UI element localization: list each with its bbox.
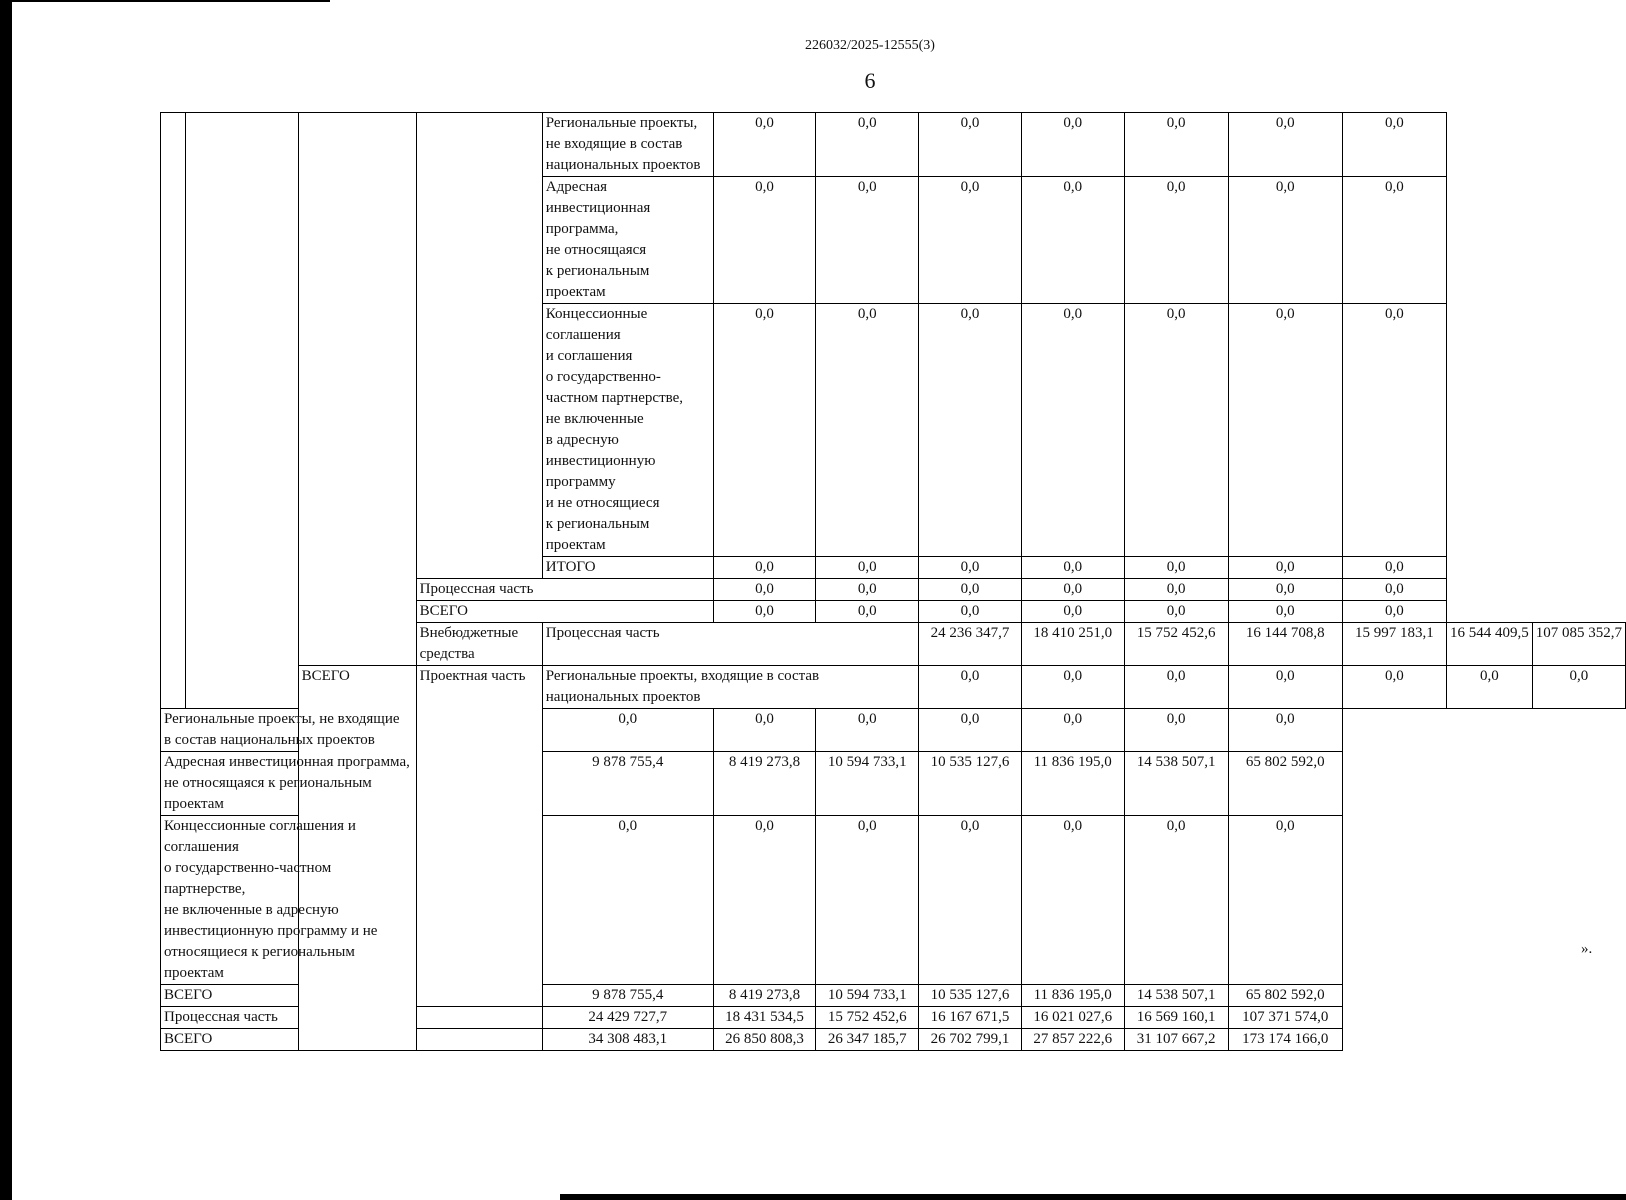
- value-cell: 0,0: [919, 304, 1022, 557]
- value-cell: 0,0: [1124, 709, 1228, 752]
- row-label: Региональные проекты, входящие в состав национальных проектов: [542, 666, 918, 709]
- value-cell: 0,0: [1021, 666, 1124, 709]
- value-cell: 0,0: [1532, 666, 1625, 709]
- value-cell: 15 752 452,6: [816, 1007, 919, 1029]
- value-cell: 0,0: [1342, 601, 1446, 623]
- row-label: Адресная инвестиционная программа, не относящаяся к региональным проектам: [161, 752, 417, 816]
- table-row: [161, 666, 1626, 709]
- blank-cell: [416, 113, 542, 579]
- value-cell: 0,0: [919, 666, 1022, 709]
- value-cell: 0,0: [1342, 666, 1446, 709]
- row-label: Процессная часть: [542, 623, 918, 666]
- value-cell: 16 569 160,1: [1124, 1007, 1228, 1029]
- value-cell: 8 419 273,8: [713, 752, 816, 816]
- value-cell: 0,0: [1021, 113, 1124, 177]
- value-cell: 24 429 727,7: [542, 1007, 713, 1029]
- value-cell: 14 538 507,1: [1124, 752, 1228, 816]
- table-row: [161, 985, 1626, 1007]
- value-cell: 0,0: [1124, 557, 1228, 579]
- value-cell: 65 802 592,0: [1228, 752, 1342, 816]
- value-cell: 0,0: [816, 601, 919, 623]
- value-cell: 173 174 166,0: [1228, 1029, 1342, 1051]
- value-cell: 0,0: [1342, 177, 1446, 304]
- value-cell: 0,0: [1228, 601, 1342, 623]
- value-cell: 24 236 347,7: [919, 623, 1022, 666]
- value-cell: 0,0: [713, 557, 816, 579]
- value-cell: 0,0: [1228, 666, 1342, 709]
- row-label: Региональные проекты, не входящие в состав национальных проектов: [161, 709, 417, 752]
- scan-edge-top: [0, 0, 330, 2]
- value-cell: 0,0: [1228, 816, 1342, 985]
- value-cell: 0,0: [816, 709, 919, 752]
- value-cell: 26 347 185,7: [816, 1029, 919, 1051]
- value-cell: 0,0: [713, 177, 816, 304]
- value-cell: 0,0: [713, 601, 816, 623]
- value-cell: 10 594 733,1: [816, 985, 919, 1007]
- table-row: [161, 1007, 1626, 1029]
- value-cell: 11 836 195,0: [1021, 985, 1124, 1007]
- value-cell: 0,0: [542, 816, 713, 985]
- value-cell: 0,0: [1124, 601, 1228, 623]
- row-label: Концессионные соглашения и соглашения о государственно-частном партнерстве, не включенные в адресную инвестиционную программу и не относящиеся к региональным проектам: [161, 816, 417, 985]
- blank-cell: [186, 113, 298, 709]
- value-cell: 0,0: [713, 816, 816, 985]
- value-cell: 0,0: [1124, 113, 1228, 177]
- value-cell: 18 410 251,0: [1021, 623, 1124, 666]
- value-cell: 16 167 671,5: [919, 1007, 1022, 1029]
- blank-cell: [161, 113, 186, 709]
- value-cell: 0,0: [816, 113, 919, 177]
- value-cell: 0,0: [919, 557, 1022, 579]
- value-cell: 0,0: [1124, 177, 1228, 304]
- value-cell: 0,0: [816, 816, 919, 985]
- table-row: [161, 113, 1626, 177]
- value-cell: 0,0: [1228, 557, 1342, 579]
- value-cell: 27 857 222,6: [1021, 1029, 1124, 1051]
- value-cell: 9 878 755,4: [542, 985, 713, 1007]
- value-cell: 0,0: [1124, 666, 1228, 709]
- value-cell: 16 144 708,8: [1228, 623, 1342, 666]
- scan-edge-bottom: [560, 1194, 1626, 1200]
- value-cell: 0,0: [1021, 557, 1124, 579]
- value-cell: 16 544 409,5: [1447, 623, 1533, 666]
- value-cell: 0,0: [816, 557, 919, 579]
- value-cell: 0,0: [1021, 709, 1124, 752]
- value-cell: 0,0: [1021, 816, 1124, 985]
- value-cell: 0,0: [816, 177, 919, 304]
- row-label: ВСЕГО: [161, 985, 417, 1007]
- table-row: [161, 752, 1626, 816]
- row-label: Адресная инвестиционная программа, не относящаяся к региональным проектам: [542, 177, 713, 304]
- value-cell: 31 107 667,2: [1124, 1029, 1228, 1051]
- value-cell: 0,0: [1021, 177, 1124, 304]
- project-part-label: Проектная часть: [416, 666, 542, 1007]
- value-cell: 0,0: [1021, 304, 1124, 557]
- value-cell: 18 431 534,5: [713, 1007, 816, 1029]
- value-cell: 65 802 592,0: [1228, 985, 1342, 1007]
- value-cell: 15 752 452,6: [1124, 623, 1228, 666]
- row-label: Концессионные соглашения и соглашения о государственно- частном партнерстве, не включенные в адресную инвестиционную программу и не относящиеся к региональным проектам: [542, 304, 713, 557]
- value-cell: 107 371 574,0: [1228, 1007, 1342, 1029]
- value-cell: 0,0: [1342, 304, 1446, 557]
- value-cell: 0,0: [1021, 579, 1124, 601]
- value-cell: 0,0: [1228, 304, 1342, 557]
- value-cell: 0,0: [816, 304, 919, 557]
- value-cell: 0,0: [713, 113, 816, 177]
- value-cell: 0,0: [1342, 579, 1446, 601]
- closing-quote-mark: ».: [1581, 941, 1593, 957]
- value-cell: 11 836 195,0: [1021, 752, 1124, 816]
- value-cell: 10 535 127,6: [919, 985, 1022, 1007]
- value-cell: 0,0: [1228, 579, 1342, 601]
- scan-edge-left: [0, 0, 12, 1200]
- value-cell: 0,0: [919, 113, 1022, 177]
- value-cell: 0,0: [713, 579, 816, 601]
- value-cell: 34 308 483,1: [542, 1029, 713, 1051]
- value-cell: 0,0: [919, 709, 1022, 752]
- value-cell: 9 878 755,4: [542, 752, 713, 816]
- row-label: ВСЕГО: [161, 1029, 543, 1051]
- row-label: ИТОГО: [542, 557, 713, 579]
- row-label: Процессная часть: [161, 1007, 543, 1029]
- value-cell: 0,0: [1124, 579, 1228, 601]
- table-row: [161, 709, 1626, 752]
- value-cell: 0,0: [919, 816, 1022, 985]
- budget-table: [160, 112, 1626, 1051]
- value-cell: 0,0: [1342, 557, 1446, 579]
- value-cell: 0,0: [1342, 113, 1446, 177]
- value-cell: 10 594 733,1: [816, 752, 919, 816]
- value-cell: 16 021 027,6: [1021, 1007, 1124, 1029]
- value-cell: 107 085 352,7: [1532, 623, 1625, 666]
- value-cell: 14 538 507,1: [1124, 985, 1228, 1007]
- page-number: 6: [864, 68, 876, 93]
- value-cell: 0,0: [816, 579, 919, 601]
- value-cell: 0,0: [1447, 666, 1533, 709]
- value-cell: 0,0: [713, 304, 816, 557]
- value-cell: 0,0: [1228, 709, 1342, 752]
- value-cell: 0,0: [1228, 177, 1342, 304]
- value-cell: 0,0: [1021, 601, 1124, 623]
- document-number: 226032/2025-12555(3): [805, 38, 935, 53]
- table-row: [161, 816, 1626, 985]
- value-cell: 8 419 273,8: [713, 985, 816, 1007]
- value-cell: 0,0: [919, 177, 1022, 304]
- table-row: [161, 1029, 1626, 1051]
- value-cell: 10 535 127,6: [919, 752, 1022, 816]
- value-cell: 0,0: [919, 601, 1022, 623]
- value-cell: 0,0: [1228, 113, 1342, 177]
- value-cell: 0,0: [713, 709, 816, 752]
- value-cell: 26 850 808,3: [713, 1029, 816, 1051]
- value-cell: 15 997 183,1: [1342, 623, 1446, 666]
- value-cell: 0,0: [1124, 304, 1228, 557]
- row-label: Региональные проекты, не входящие в состав национальных проектов: [542, 113, 713, 177]
- source-label: Внебюджетные средства: [416, 623, 542, 666]
- value-cell: 0,0: [919, 579, 1022, 601]
- blank-cell: [298, 113, 416, 666]
- row-label: ВСЕГО: [416, 601, 713, 623]
- value-cell: 0,0: [1124, 816, 1228, 985]
- grand-total-title: ВСЕГО: [298, 666, 416, 1051]
- row-label: Процессная часть: [416, 579, 713, 601]
- value-cell: 26 702 799,1: [919, 1029, 1022, 1051]
- value-cell: 0,0: [542, 709, 713, 752]
